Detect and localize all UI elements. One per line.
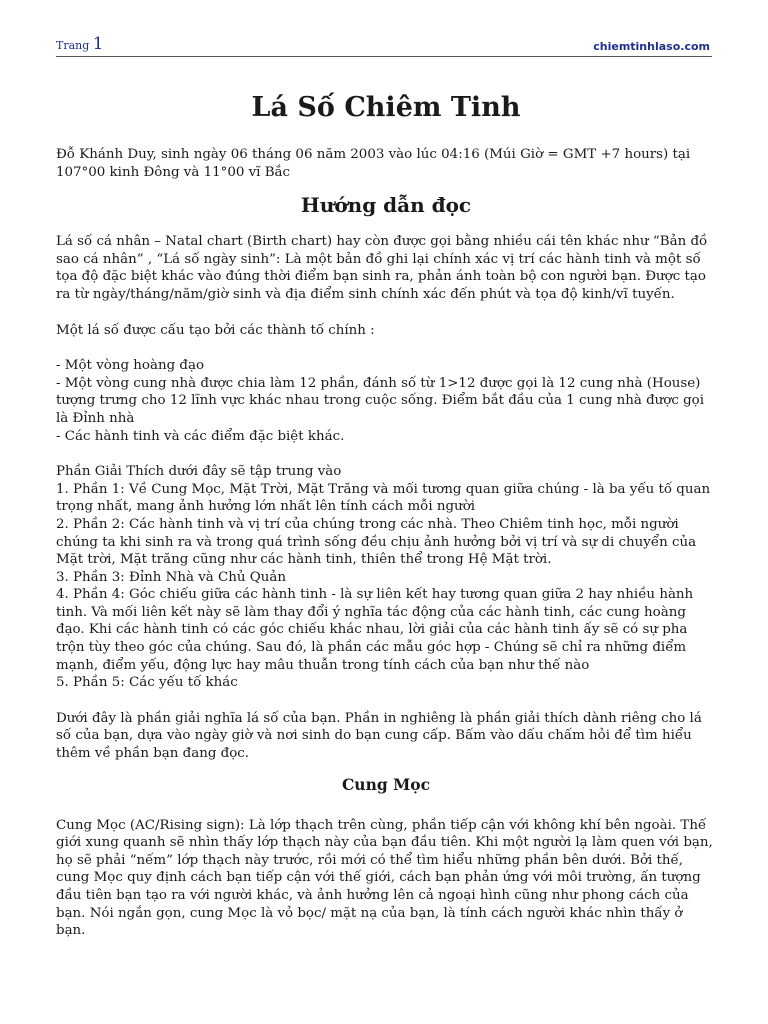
- ascendant-paragraph: Cung Mọc (AC/Rising sign): Là lớp thạch trên cùng, phần tiếp cận với không khí bên ngoài. Thế giới xung quanh sẽ nhìn thấy lớp thạch này của bạn đầu tiên. Khi một người lạ làm quen với bạn, họ sẽ phải “nếm” lớp thạch này trước, rồi mới có thể tìm hiểu những phần bên dưới. Bởi thế, cung Mọc quy định cách bạn tiếp cận với thế giới, cách bạn phản ứng với môi trường, ấn tượng đầu tiên bạn tạo ra với người khác, và ảnh hưởng lên cả ngoại hình cũng như phong cách của bạn. Nói ngắn gọn, cung Mọc là vỏ bọc/ mặt nạ của bạn, là tính cách người khác nhìn thấy ở bạn.: [56, 817, 713, 939]
- document-title: Lá Số Chiêm Tinh: [251, 92, 521, 123]
- list-intro: Phần Giải Thích dưới đây sẽ tập trung vào: [56, 464, 342, 480]
- components-list: [56, 357, 716, 445]
- list-item: - Một vòng cung nhà được chia làm 12 phần, đánh số từ 1>12 được gọi là 12 cung nhà (House) tượng trưng cho 12 lĩnh vực khác nhau trong cuộc sống. Điểm bắt đầu của 1 cung nhà được gọi là Đỉnh nhà: [56, 375, 705, 426]
- list-item: - Các hành tinh và các điểm đặc biệt khác.: [56, 428, 345, 444]
- reading-note: Dưới đây là phần giải nghĩa lá số của bạn. Phần in nghiêng là phần giải thích dành riêng cho lá số của bạn, dựa vào ngày giờ và nơi sinh do bạn cung cấp. Bấm vào dấu chấm hỏi để tìm hiểu thêm về phần bạn đang đọc.: [56, 710, 702, 762]
- list-item: 5. Phần 5: Các yếu tố khác: [56, 675, 238, 691]
- list-item: 2. Phần 2: Các hành tinh và vị trí của chúng trong các nhà. Theo Chiêm tinh học, mỗi người chúng ta khi sinh ra và trong quá trình sống đều chịu ảnh hưởng bởi vị trí và sự di chuyển của Mặt trời, Mặt trăng cũng như các hành tinh, thiên thể trong Hệ Mặt trời.: [56, 516, 697, 568]
- guide-paragraph-natal-chart: Lá số cá nhân – Natal chart (Birth chart) hay còn được gọi bằng nhiều cái tên khác như “Bản đồ sao cá nhân” , “Lá số ngày sinh”: Là một bản đồ ghi lại chính xác vị trí các hành tinh và một số tọa độ đặc biệt khác vào đúng thời điểm bạn sinh ra, phản ánh toàn bộ con người bạn. Được tạo ra từ ngày/tháng/năm/giờ sinh và địa điểm sinh chính xác đến phút và tọa độ kinh/vĩ tuyến.: [56, 234, 708, 302]
- page-number: 1: [92, 34, 104, 54]
- guide-heading: Hướng dẫn đọc: [300, 193, 472, 218]
- guide-paragraph-components: Một lá số được cấu tạo bởi các thành tố chính :: [56, 322, 375, 338]
- document-body: [56, 86, 716, 940]
- list-item: 4. Phần 4: Góc chiếu giữa các hành tinh - là sự liên kết hay tương quan giữa 2 hay nhiều hành tinh. Và mối liên kết này sẽ làm thay đổi ý nghĩa tác động của các hành tinh, các cung hoàng đạo. Khi các hành tinh có các góc chiếu khác nhau, lời giải của các hành tinh ấy sẽ có sự pha trộn tùy theo góc của chúng. Sau đó, là phần các mẫu góc hợp - Chúng sẽ chỉ ra những điểm mạnh, điểm yếu, động lực hay mâu thuẫn trong tính cách của bạn như thế nào: [56, 587, 694, 673]
- list-item: - Một vòng hoàng đạo: [56, 358, 205, 374]
- site-link[interactable]: chiemtinhlaso.com: [593, 40, 710, 53]
- page-label: Trang: [56, 39, 90, 52]
- list-item: 3. Phần 3: Đỉnh Nhà và Chủ Quản: [56, 569, 286, 585]
- ascendant-heading: Cung Mọc: [341, 774, 431, 794]
- sections-list: [56, 463, 716, 692]
- page-header: [56, 32, 712, 57]
- list-item: 1. Phần 1: Về Cung Mọc, Mặt Trời, Mặt Trăng và mối tương quan giữa chúng - là ba yếu tố quan trọng nhất, mang ảnh hưởng lớn nhất lên tính cách mỗi người: [56, 481, 711, 515]
- page-indicator: [56, 34, 104, 54]
- birth-info: Đỗ Khánh Duy, sinh ngày 06 tháng 06 năm 2003 vào lúc 04:16 (Múi Giờ = GMT +7 hours) tại 107°00 kinh Đông và 11°00 vĩ Bắc: [56, 147, 691, 180]
